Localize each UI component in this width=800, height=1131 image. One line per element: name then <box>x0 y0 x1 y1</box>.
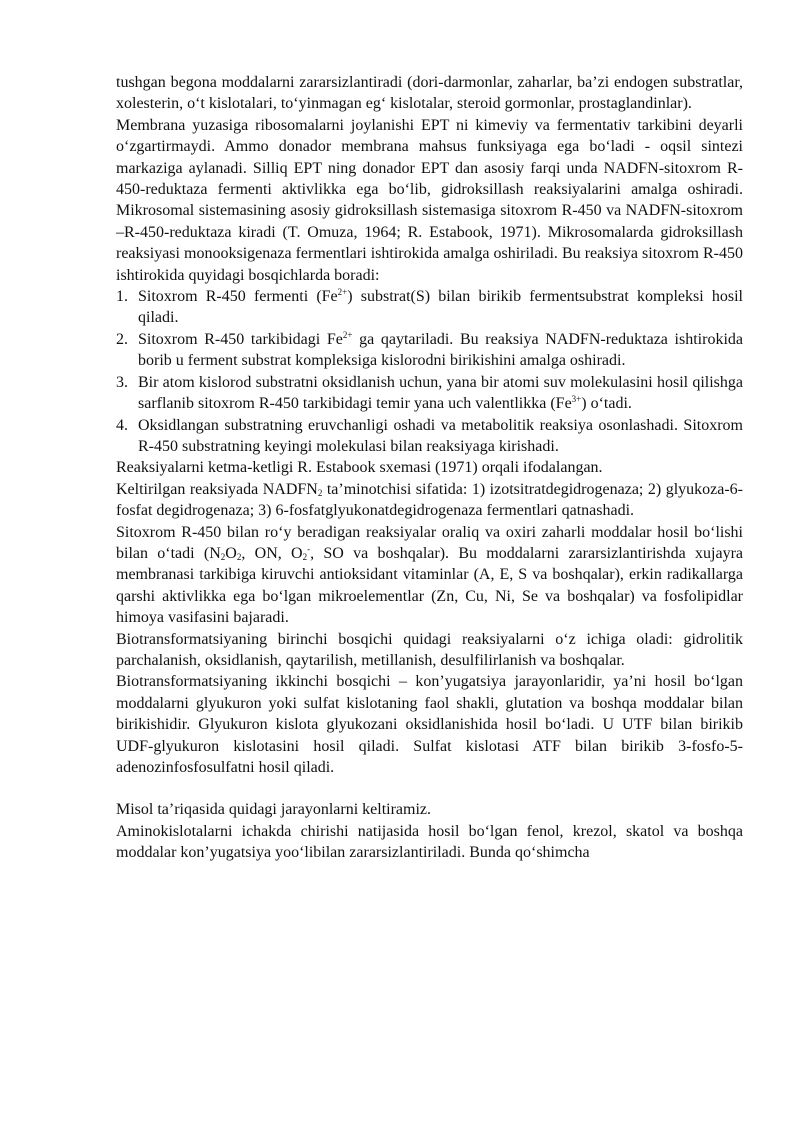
list-text: ) o‘tadi. <box>581 395 632 413</box>
list-number: 2. <box>116 330 128 348</box>
list-text: Sitoxrom R-450 tarkibidagi Fe <box>138 330 343 348</box>
list-text: Oksidlangan substratning eruvchanligi oshadi va metabolitik reaksiya osonlashadi. Sitoxrom R-450 substratning keyingi molekulasi bilan reaksiyaga kirishadi. <box>138 416 743 455</box>
superscript: 2+ <box>342 329 353 340</box>
superscript: 2+ <box>337 287 348 298</box>
paragraph-membrane: Membrana yuzasiga ribosomalarni joylanishi EPT ni kimeviy va fermentativ tarkibini deyarli o‘zgartirmaydi. Ammo donador membrana mahsus funksiyaga ega bo‘ladi - oqsil sintezi markaziga aylanadi. Silliq EPT ning donador EPT dan asosiy farqi unda NADFN-sitoxrom R-450-reduktaza fermenti aktivlikka ega bo‘lib, gidroksillash reaksiyalarini amalga oshiradi. Mikrosomal sistemasining asosiy gidroksillash sistemasiga sitoxrom R-450 va NADFN-sitoxrom –R-450-reduktaza kiradi (T. Omuza, 1964; R. Estabook, 1971). Mikrosomalarda gidroksillash reaksiyasi monooksigenaza fermentlari ishtirokida amalga oshiriladi. Bu reaksiya sitoxrom R-450 ishtirokida quyidagi bosqichlarda boradi: <box>116 116 743 284</box>
paragraph-first-stage: Biotransformatsiyaning birinchi bosqichi quidagi reaksiyalarni o‘z ichiga oladi: gidrolitik parchalanish, oksidlanish, qaytarilish, metillanish, desulfilirlanish va boshqalar. <box>116 630 743 669</box>
paragraph-aminoacids: Aminokislotalarni ichakda chirishi natijasida hosil bo‘lgan fenol, krezol, skatol va boshqa moddalar kon’yugatsiya yoo‘libilan zararsizlantiriladi. Bunda qo‘shimcha <box>116 822 743 862</box>
list-item <box>116 329 743 372</box>
superscript: - <box>307 543 311 554</box>
text-run: ta’minotchisi sifatida: 1) izotsitratdegidrogenaza; 2) glyukoza-6-fosfat degidrogenaza; 3) 6-fosfatglyukonatdegidrogenaza fermentlari qatnashadi. <box>116 480 743 520</box>
paragraph-estabook: Reaksiyalarni ketma-ketligi R. Estabook sxemasi (1971) orqali ifodalangan. <box>116 459 603 477</box>
list-text: Sitoxrom R-450 fermenti (Fe <box>138 288 338 306</box>
subscript: 2 <box>220 551 226 562</box>
subscript: 2 <box>236 551 242 562</box>
text-run: Keltirilgan reaksiyada NADFN <box>116 480 318 498</box>
reaction-steps-list <box>116 286 743 457</box>
text-run: O <box>225 544 237 562</box>
text-run: Sitoxrom R-450 bilan ro‘y beradigan reaksiyalar oraliq va oxiri zaharli moddalar hosil bo‘lishi bilan o‘tadi (N <box>116 523 743 562</box>
superscript: 3+ <box>571 394 582 405</box>
blank-line <box>116 778 743 799</box>
list-item <box>116 286 743 329</box>
subscript: 2 <box>317 487 323 498</box>
paragraph-second-stage: Biotransformatsiyaning ikkinchi bosqichi – kon’yugatsiya jarayonlaridir, ya’ni hosil bo‘lgan moddalarni glyukuron yoki sulfat kislotaning faol shakli, glutation va boshqa moddalar bilan birikishidir. Glyukuron kislota glyukozani oksidlanishida hosil bo‘ladi. U UTF bilan birikib UDF-glyukuron kislotasini hosil qiladi. Sulfat kislotasi ATF bilan birikib 3-fosfo-5-adenozinfosfosulfatni hosil qiladi. <box>116 673 743 776</box>
list-item <box>116 415 743 458</box>
paragraph-example-intro: Misol ta’riqasida quidagi jarayonlarni keltiramiz. <box>116 801 432 819</box>
paragraph-intro: tushgan begona moddalarni zararsizlantiradi (dori-darmonlar, zaharlar, ba’zi endogen substratlar, xolesterin, o‘t kislotalari, to‘yinmagan eg‘ kislotalar, steroid gormonlar, prostaglandinlar). <box>116 74 743 113</box>
list-text: ) substrat(S) bilan birikib fermentsubstrat kompleksi hosil qiladi. <box>138 288 743 327</box>
subscript: 2 <box>302 551 308 562</box>
paragraph-toxic-products <box>116 522 743 629</box>
list-number: 4. <box>116 416 128 434</box>
paragraph-nadfn <box>116 479 743 522</box>
list-number: 1. <box>116 288 128 306</box>
list-number: 3. <box>116 373 128 391</box>
text-run: , ON, O <box>241 544 303 562</box>
text-run: , SO va boshqalar). Bu moddalarni zararsizlantirishda xujayra membranasi tarkibiga kiruvchi antioksidant vitaminlar (A, E, S va boshqalar), erkin radikallarga qarshi aktivlikka ega bo‘lgan mikroelementlar (Zn, Cu, Ni, Se va boshqalar) va fosfolipidlar himoya vasifasini bajaradi. <box>116 544 743 627</box>
list-text: Bir atom kislorod substratni oksidlanish uchun, yana bir atomi suv molekulasini hosil qilishga sarflanib sitoxrom R-450 tarkibidagi temir yana uch valentlikka (Fe <box>138 373 743 413</box>
list-text: ga qaytariladi. Bu reaksiya NADFN-reduktaza ishtirokida borib u ferment substrat kompleksiga kislorodni birikishini amalga oshiradi. <box>138 330 743 370</box>
document-page <box>116 72 743 864</box>
list-item <box>116 372 743 415</box>
